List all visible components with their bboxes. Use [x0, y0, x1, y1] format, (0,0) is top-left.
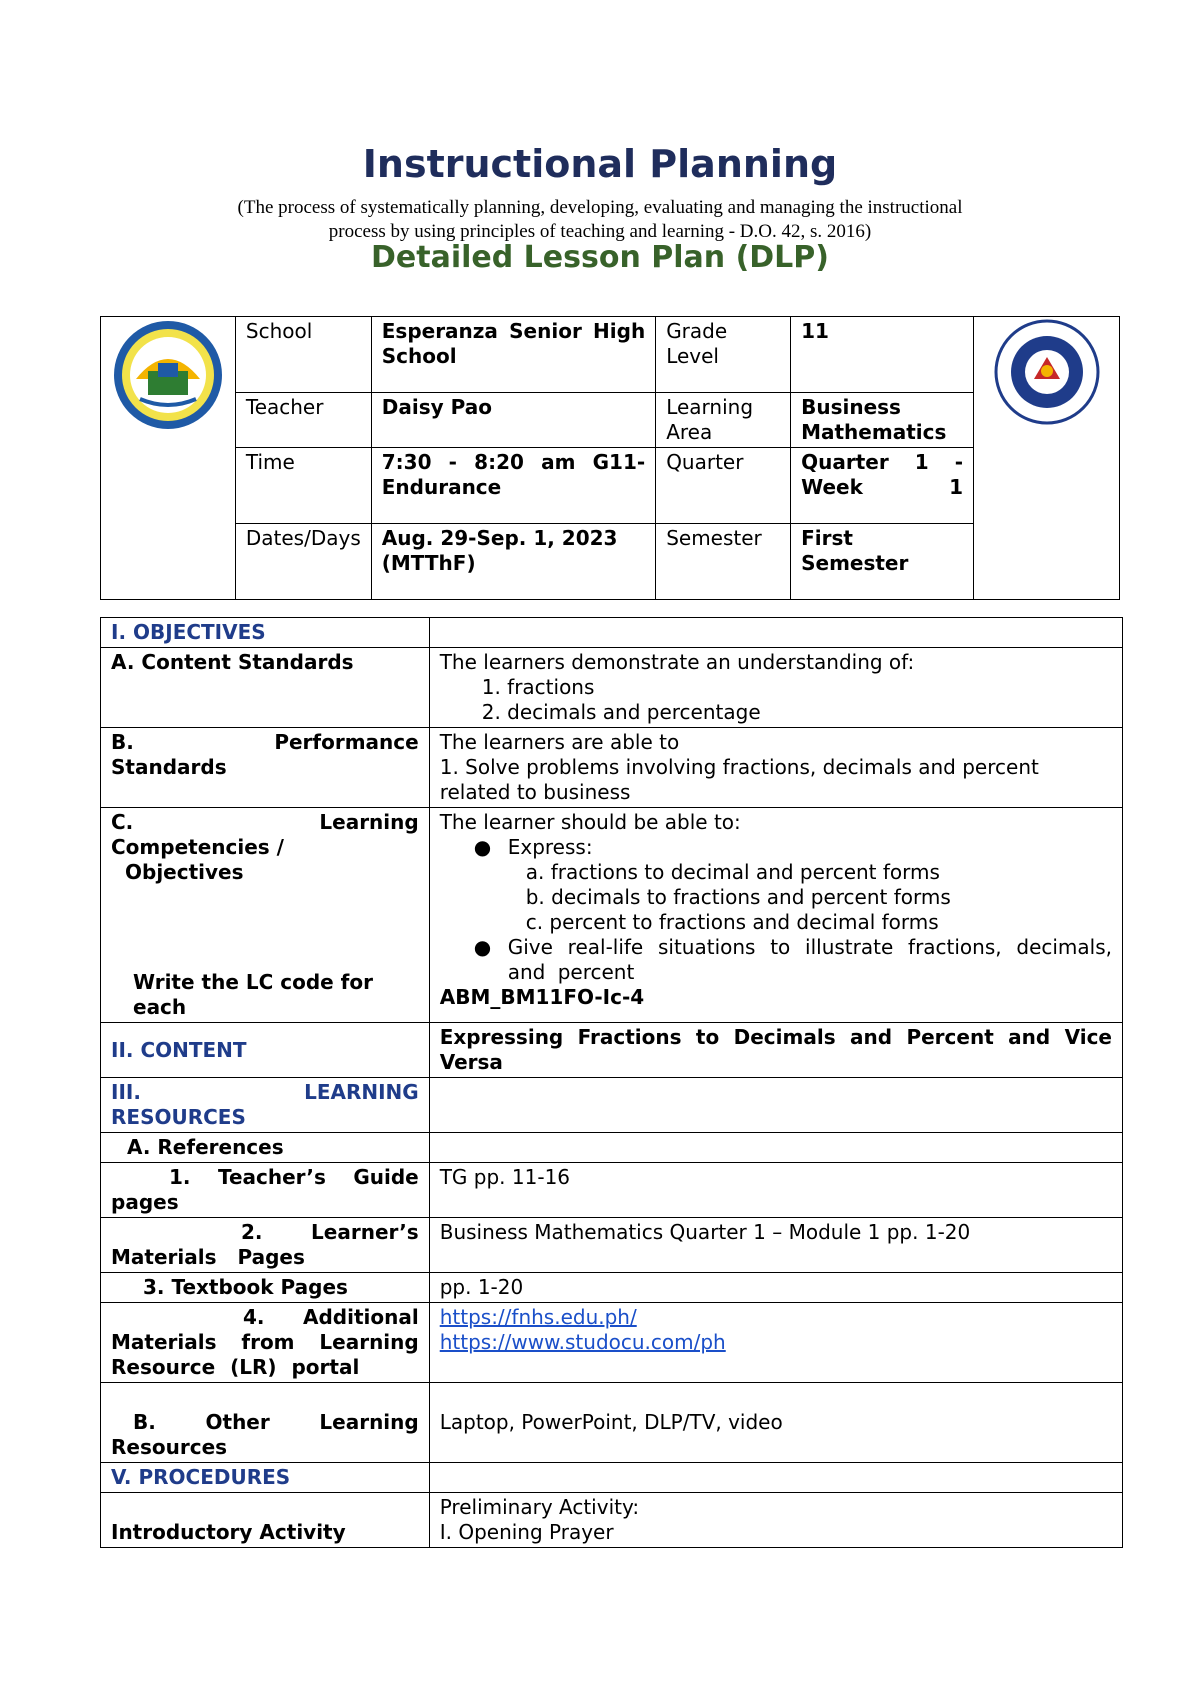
performance-value: [429, 728, 1122, 808]
competencies-label-4: Objectives: [125, 860, 244, 884]
other-label: B. Other Learning Resources: [101, 1383, 430, 1463]
link-fnhs[interactable]: https://fnhs.edu.ph/: [439, 1305, 637, 1329]
school-logo-cell: [101, 317, 236, 600]
performance-label-1: B.: [111, 730, 134, 754]
link-studocu[interactable]: https://www.studocu.com/ph: [439, 1330, 726, 1354]
time-label: Time: [235, 448, 371, 524]
content-standards-item: 2. decimals and percentage: [481, 700, 761, 724]
textbook-value: pp. 1-20: [429, 1273, 1122, 1303]
bullet-1-item: b. decimals to fractions and percent forms: [525, 885, 951, 909]
content-heading: II. CONTENT: [101, 1023, 430, 1078]
intro-label: Introductory Activity: [101, 1493, 430, 1548]
dates-value: Aug. 29-Sep. 1, 2023 (MTThF): [371, 524, 655, 600]
deped-seal-icon: [984, 319, 1109, 425]
bullet-1-item: c. percent to fractions and decimal forms: [525, 910, 939, 934]
school-label: School: [235, 317, 371, 393]
performance-item: 1. Solve problems involving fractions, decimals and percent related to business: [439, 755, 1039, 804]
references-empty: [429, 1133, 1122, 1163]
subtitle-line-1: (The process of systematically planning, developing, evaluating and managing the instructional: [237, 197, 963, 218]
intro-value: [429, 1493, 1122, 1548]
lm-label: 2. Learner’s Materials Pages: [101, 1218, 430, 1273]
procedures-empty: [429, 1463, 1122, 1493]
teacher-label: Teacher: [235, 393, 371, 448]
textbook-label: 3. Textbook Pages: [101, 1273, 430, 1303]
intro-value-1: Preliminary Activity:: [439, 1495, 640, 1519]
school-seal-icon: [111, 319, 225, 431]
school-value: Esperanza Senior High School: [371, 317, 655, 393]
quarter-value: Quarter 1 - Week 1: [791, 448, 974, 524]
bullet-icon: ●: [473, 835, 492, 859]
deped-logo-cell: [974, 317, 1120, 600]
competencies-label-3: Competencies /: [111, 835, 284, 859]
tg-value: TG pp. 11-16: [429, 1163, 1122, 1218]
resources-label-2: LEARNING: [304, 1080, 419, 1104]
quarter-label: Quarter: [656, 448, 791, 524]
content-standards-label: A. Content Standards: [101, 648, 430, 728]
competencies-label: [101, 808, 430, 1023]
additional-value: [429, 1303, 1122, 1383]
competencies-label-1: C.: [111, 810, 134, 834]
area-label: Learning Area: [656, 393, 791, 448]
content-value: Expressing Fractions to Decimals and Percent and Vice Versa: [429, 1023, 1122, 1078]
competencies-label-2: Learning: [319, 810, 419, 834]
content-standards-value: [429, 648, 1122, 728]
teacher-value: Daisy Pao: [371, 393, 655, 448]
bullet-2: Give real-life situations to illustrate fractions, decimals, and percent: [507, 935, 1112, 984]
lm-value: Business Mathematics Quarter 1 – Module 1 pp. 1-20: [429, 1218, 1122, 1273]
references-label: A. References: [101, 1133, 430, 1163]
intro-value-2: I. Opening Prayer: [439, 1520, 614, 1544]
objectives-empty: [429, 618, 1122, 648]
resources-heading: [101, 1078, 430, 1133]
semester-value: First Semester: [791, 524, 974, 600]
competencies-intro: The learner should be able to:: [439, 810, 741, 834]
semester-label: Semester: [656, 524, 791, 600]
bullet-1: Express:: [507, 835, 593, 859]
performance-label-2: Performance: [274, 730, 419, 754]
objectives-heading: I. OBJECTIVES: [101, 618, 430, 648]
resources-label-3: RESOURCES: [111, 1105, 246, 1129]
performance-label: [101, 728, 430, 808]
resources-empty: [429, 1078, 1122, 1133]
time-value: 7:30 - 8:20 am G11-Endurance: [371, 448, 655, 524]
content-standards-intro: The learners demonstrate an understanding of:: [439, 650, 915, 674]
additional-label: 4. Additional Materials from Learning Resource (LR) portal: [101, 1303, 430, 1383]
competencies-value: [429, 808, 1122, 1023]
lesson-plan-table: [100, 617, 1123, 1548]
performance-intro: The learners are able to: [439, 730, 680, 754]
resources-label-1: III.: [111, 1080, 141, 1104]
lc-label: Write the LC code for each: [133, 970, 373, 1019]
grade-label: Grade Level: [656, 317, 791, 393]
dates-label: Dates/Days: [235, 524, 371, 600]
bullet-icon: ●: [473, 935, 492, 959]
tg-label: 1. Teacher’s Guide pages: [101, 1163, 430, 1218]
info-table: [100, 316, 1120, 600]
lc-code: ABM_BM11FO-Ic-4: [439, 985, 645, 1009]
grade-value: 11: [791, 317, 974, 393]
page-subtitle: [150, 196, 1050, 244]
performance-label-3: Standards: [111, 755, 227, 779]
other-value: Laptop, PowerPoint, DLP/TV, video: [429, 1383, 1122, 1463]
area-value: Business Mathematics: [791, 393, 974, 448]
procedures-heading: V. PROCEDURES: [101, 1463, 430, 1493]
page-title: Instructional Planning: [362, 142, 838, 186]
content-standards-item: 1. fractions: [481, 675, 595, 699]
subtitle-line-2: process by using principles of teaching and learning - D.O. 42, s. 2016): [328, 221, 872, 242]
bullet-1-item: a. fractions to decimal and percent forms: [525, 860, 940, 884]
dlp-title: Detailed Lesson Plan (DLP): [371, 240, 829, 275]
